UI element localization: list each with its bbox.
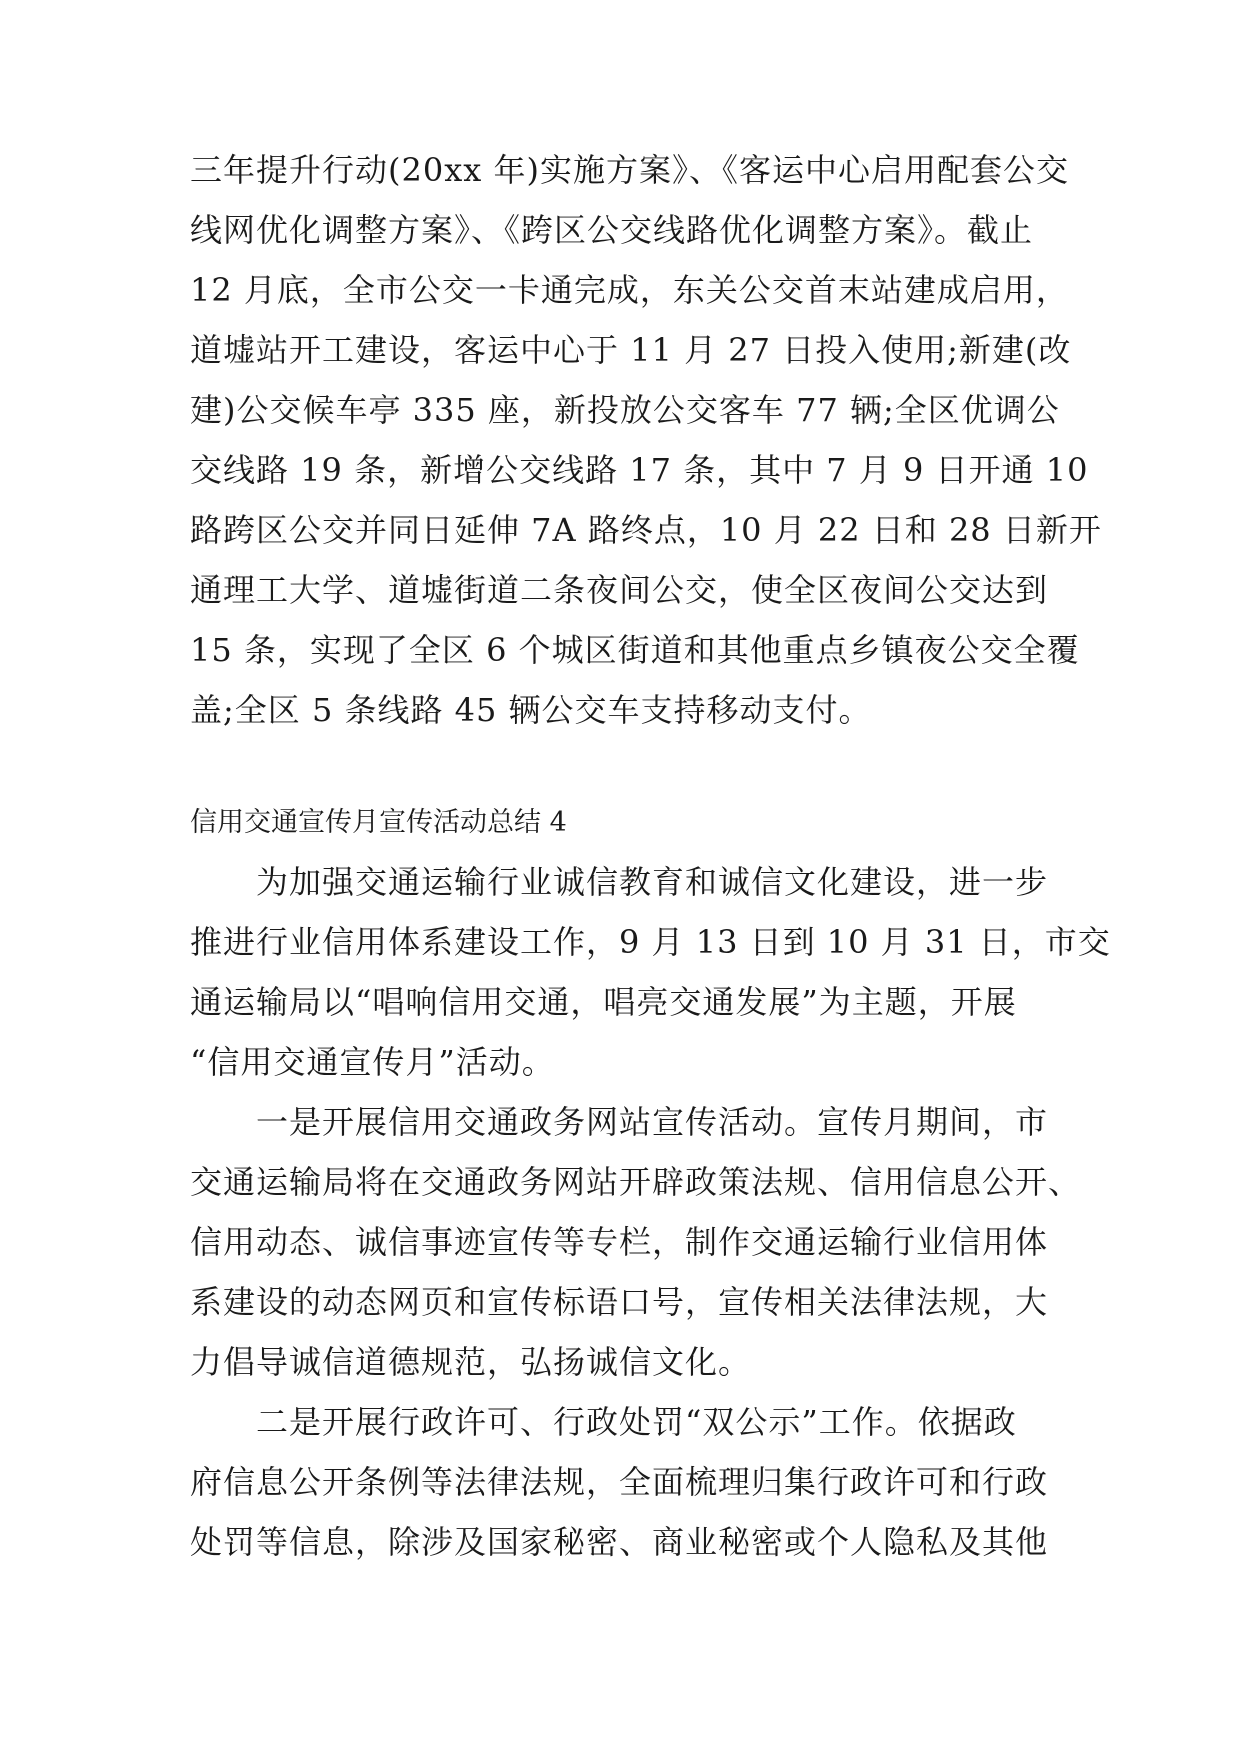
body-text-line: 通运输局以“唱响信用交通，唱亮交通发展”为主题，开展 bbox=[190, 983, 1017, 1021]
body-text-line: 三年提升行动(20xx 年)实施方案》、《客运中心启用配套公交 bbox=[190, 151, 1069, 189]
body-text-line: 信用动态、诚信事迹宣传等专栏，制作交通运输行业信用体 bbox=[190, 1223, 1049, 1261]
body-text-line: 道墟站开工建设，客运中心于 11 月 27 日投入使用;新建(改 bbox=[190, 331, 1072, 369]
body-text-line: 交通运输局将在交通政务网站开辟政策法规、信用信息公开、 bbox=[190, 1163, 1082, 1201]
body-text-line: 路跨区公交并同日延伸 7A 路终点，10 月 22 日和 28 日新开 bbox=[190, 511, 1102, 549]
body-text-line: 线网优化调整方案》、《跨区公交线路优化调整方案》。截止 bbox=[190, 211, 1034, 249]
body-text-line: 12 月底，全市公交一卡通完成，东关公交首末站建成启用， bbox=[190, 271, 1069, 309]
body-text-line: 推进行业信用体系建设工作，9 月 13 日到 10 月 31 日，市交 bbox=[190, 923, 1111, 961]
body-text-line: 一是开展信用交通政务网站宣传活动。宣传月期间，市 bbox=[190, 1103, 1049, 1141]
body-text-line: 处罚等信息，除涉及国家秘密、商业秘密或个人隐私及其他 bbox=[190, 1523, 1049, 1561]
body-text-line: 15 条，实现了全区 6 个城区街道和其他重点乡镇夜公交全覆 bbox=[190, 631, 1080, 669]
body-text-line: “信用交通宣传月”活动。 bbox=[190, 1043, 555, 1081]
body-text-line: 通理工大学、道墟街道二条夜间公交，使全区夜间公交达到 bbox=[190, 571, 1049, 609]
body-text-line: 力倡导诚信道德规范，弘扬诚信文化。 bbox=[190, 1343, 752, 1381]
body-text-line: 二是开展行政许可、行政处罚“双公示”工作。依据政 bbox=[190, 1403, 1017, 1441]
section-title: 信用交通宣传月宣传活动总结 4 bbox=[190, 807, 567, 838]
body-text-line: 交线路 19 条，新增公交线路 17 条，其中 7 月 9 日开通 10 bbox=[190, 451, 1089, 489]
body-text-line: 盖;全区 5 条线路 45 辆公交车支持移动支付。 bbox=[190, 691, 872, 729]
body-text-line: 府信息公开条例等法律法规，全面梳理归集行政许可和行政 bbox=[190, 1463, 1049, 1501]
body-text-line: 建)公交候车亭 335 座，新投放公交客车 77 辆;全区优调公 bbox=[190, 391, 1060, 429]
body-text-line: 为加强交通运输行业诚信教育和诚信文化建设，进一步 bbox=[190, 863, 1049, 901]
body-text-line: 系建设的动态网页和宣传标语口号，宣传相关法律法规，大 bbox=[190, 1283, 1049, 1321]
